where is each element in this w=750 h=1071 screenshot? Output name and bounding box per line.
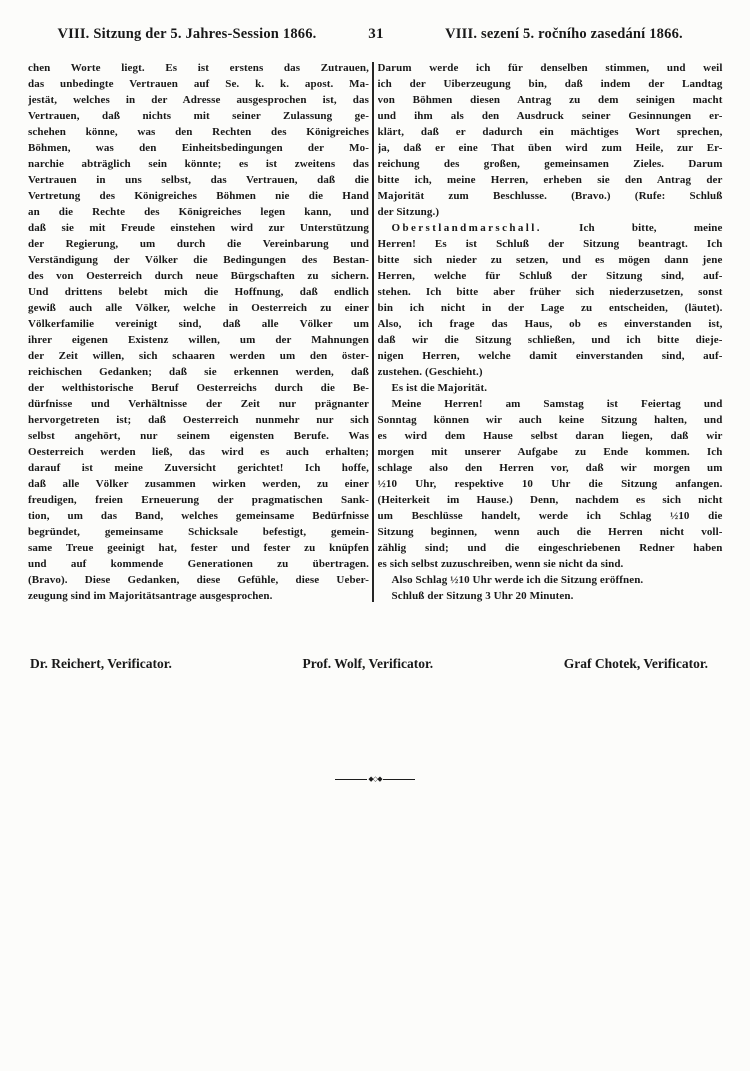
text-line: bitte sich nieder zu setzen, und es mögen dann jene xyxy=(377,254,723,266)
text-line: reichischen Gedanken; daß sie erkennen werden, daß xyxy=(28,366,369,378)
text-line: begründet, gemeinsame Schicksale befestigt, gemein- xyxy=(28,526,369,538)
paragraph xyxy=(378,588,723,604)
signature-chotek: Graf Chotek, Verificator. xyxy=(563,656,708,671)
text-line: des von Oesterreich durch neue Bürgschaften zu sichern. xyxy=(28,270,369,282)
text-line: (Bravo). Diese Gedanken, diese Gefühle, diese Ueber- xyxy=(28,574,369,586)
speaker-name: Oberstlandmarschall. xyxy=(391,222,542,234)
text-line: zustehen. (Geschieht.) xyxy=(377,366,483,378)
left-column xyxy=(28,60,369,604)
text-line: zählig sind; und die eingeschriebenen Redner haben xyxy=(377,542,723,554)
text-line: schehen könne, was den Rechten des Königreiches xyxy=(28,126,369,138)
text-line: der Regierung, um durch die Vereinbarung und xyxy=(28,238,369,250)
text-line: an die Rechte des Königreiches legen kann, und xyxy=(28,206,369,218)
text-line: Und drittens belebt mich die Hoffnung, daß endlich xyxy=(28,286,369,298)
text-block xyxy=(28,60,724,604)
text-line: jestät, welches in der Adresse ausgesprochen ist, das xyxy=(28,94,369,106)
text-line: darauf ist meine Zuversicht gerichtet! Ich hoffe, xyxy=(28,462,369,474)
paragraph xyxy=(378,220,723,380)
header-title-german: VIII. Sitzung der 5. Jahres-Session 1866. xyxy=(57,26,317,42)
signature-row xyxy=(30,656,708,672)
paragraph xyxy=(378,396,723,572)
text-line: daß wir die Sitzung schließen, und ich bitte dieje- xyxy=(377,334,723,346)
text-line: chen Worte liegt. Es ist erstens das Zutrauen, xyxy=(28,62,369,74)
text-line: klärt, daß er dadurch ein mächtiges Wort sprechen, xyxy=(377,126,723,138)
right-column xyxy=(378,60,723,604)
paragraph xyxy=(378,380,723,396)
text-line: morgen mit unserer Aufgabe zu Ende kommen. Ich xyxy=(377,446,723,458)
text-line: der welthistorische Beruf Oesterreichs durch die Be- xyxy=(28,382,369,394)
text-line: Sonntag können wir auch keine Sitzung halten, und xyxy=(377,414,723,426)
text-line: Herren! Es ist Schluß der Sitzung beantragt. Ich xyxy=(377,238,723,250)
text-line: dürfnisse und Verhältnisse der Zeit nur prägnanter xyxy=(28,398,369,410)
divider-ornament-icon: ◆◇◆ xyxy=(368,775,382,783)
text-line: von Böhmen diesen Antrag zu dem seinigen macht xyxy=(377,94,723,106)
text-line: der Zeit willen, sich schaaren werden um den öster- xyxy=(28,350,369,362)
text-line: (Heiterkeit im Hause.) Denn, nachdem es sich nicht xyxy=(377,494,723,506)
text-line: same Treue geeinigt hat, fester und fester zu knüpfen xyxy=(28,542,369,554)
text-line: stehen. Ich bitte aber früher sich niederzusetzen, sonst xyxy=(377,286,723,298)
text-line: und auf kommende Generationen zu übertragen. xyxy=(28,558,369,570)
paragraph xyxy=(378,572,723,588)
text-line: hervorgetreten ist; daß Oesterreich nunmehr nur sich xyxy=(28,414,369,426)
text-line: bitte ich, meine Herren, erheben sie den Antrag der xyxy=(377,174,723,186)
page-number: 31 xyxy=(368,26,384,42)
text-line: daß alle Völker zusammen wirken werden, zu einer xyxy=(28,478,369,490)
text-line: ihrer eigenen Existenz willen, um der Mahnungen xyxy=(28,334,369,346)
text-line: ja, daß er eine That üben wird zum Heile, zur Er- xyxy=(377,142,723,154)
text-line: es wird dem Hause selbst daran liegen, daß wir xyxy=(377,430,723,442)
text-line: Darum werde ich für denselben stimmen, und weil xyxy=(377,62,723,74)
text-line: Vertrauen, daß nichts mit seiner Zulassung ge- xyxy=(28,110,369,122)
text-line: Verständigung der Völker die Bedingungen des Bestan- xyxy=(28,254,369,266)
signature-reichert: Dr. Reichert, Verificator. xyxy=(30,656,172,671)
text-line: bin ich nicht in der Lage zu entscheiden, (läutet). xyxy=(377,302,723,314)
paragraph xyxy=(28,60,369,604)
page-header xyxy=(0,0,750,43)
text-line: Oesterreich werden ließ, das wird es auch erhalten; xyxy=(28,446,369,458)
text-line: tion, um das Band, welches gemeinsame Bedürfnisse xyxy=(28,510,369,522)
text-line: selbst angehört, nur seinem eigensten Berufe. Was xyxy=(28,430,369,442)
text-line: Also, ich frage das Haus, ob es einverstanden ist, xyxy=(377,318,723,330)
text-line: Vertrauen in uns selbst, das Vertrauen, daß die xyxy=(28,174,369,186)
text-line: Majorität zum Beschlusse. (Bravo.) (Rufe: Schluß xyxy=(377,190,723,202)
text-line: freudigen, freien Erneuerung der pragmatischen Sank- xyxy=(28,494,369,506)
text-line: nigen Herren, welche damit einverstanden sind, auf- xyxy=(377,350,723,362)
text-line: ½10 Uhr, respektive 10 Uhr die Sitzung anfangen. xyxy=(377,478,723,490)
text-line: Es ist die Majorität. xyxy=(391,382,488,394)
column-divider-rule xyxy=(372,62,374,602)
signature-wolf: Prof. Wolf, Verificator. xyxy=(302,656,434,671)
text-line: der Sitzung.) xyxy=(377,206,440,218)
text-line: Völkerfamilie vereinigt sind, daß alle Völker um xyxy=(28,318,369,330)
text-line: Herren, welche für Schluß der Sitzung sind, auf- xyxy=(377,270,723,282)
text-line: es sich selbst zuzuschreiben, wenn sie nicht da sind. xyxy=(377,558,624,570)
text-line: Sitzung beginnen, wenn auch die Herren nicht voll- xyxy=(377,526,723,538)
text-line: das unbedingte Vertrauen auf Se. k. k. apost. Ma- xyxy=(28,78,369,90)
text-line: ich der Uiberzeugung bin, daß indem der Landtag xyxy=(377,78,723,90)
text-line: reichung des großen, gemeinsamen Zieles. Darum xyxy=(377,158,723,170)
text-line: gewiß auch alle Völker, welche in Oesterreich zu einer xyxy=(28,302,369,314)
text-line: Böhmen, was den Einheitsbedingungen der Mo- xyxy=(28,142,369,154)
paragraph xyxy=(378,60,723,220)
text-line: um Beschlüsse handelt, werde ich Schlag ½10 die xyxy=(377,510,723,522)
text-line: Also Schlag ½10 Uhr werde ich die Sitzung eröffnen. xyxy=(391,574,644,586)
text-line: Vertretung des Königreiches Böhmen nie die Hand xyxy=(28,190,369,202)
divider-line-right xyxy=(383,779,415,780)
text-line: schlage also den Herren vor, daß wir morgen um xyxy=(377,462,723,474)
text-line: daß sie mit Freude einstehen wird zur Unterstützung xyxy=(28,222,369,234)
text-line: zeugung sind im Majoritätsantrage ausgesprochen. xyxy=(28,590,273,602)
text-line: narchie abträglich sein könnte; es ist zweitens das xyxy=(28,158,369,170)
section-divider xyxy=(0,776,750,783)
text-line: Schluß der Sitzung 3 Uhr 20 Minuten. xyxy=(391,590,574,602)
text-line: Meine Herren! am Samstag ist Feiertag und xyxy=(391,398,723,410)
text-line: und ihm als den Ausdruck seiner Gesinnungen er- xyxy=(377,110,723,122)
text-line: Oberstlandmarschall. Ich bitte, meine xyxy=(391,222,723,234)
divider-line-left xyxy=(335,779,367,780)
header-title-czech: VIII. sezení 5. ročního zasedání 1866. xyxy=(445,26,683,42)
